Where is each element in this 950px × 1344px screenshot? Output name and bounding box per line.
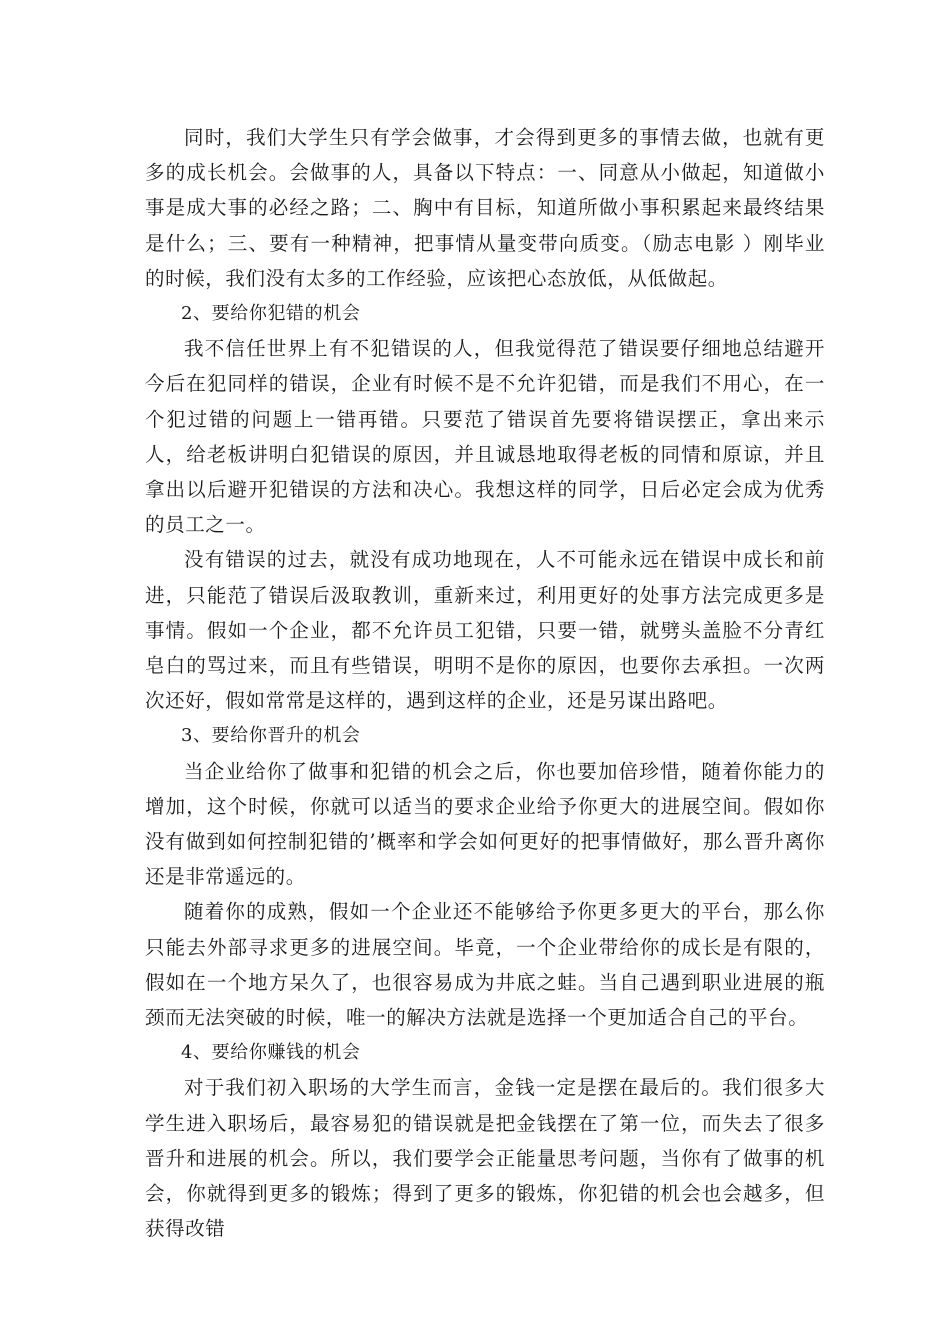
- heading-promotion-opportunity: 3、要给你晋升的机会: [181, 725, 361, 747]
- paragraph-promotion-1: 当企业给你了做事和犯错的机会之后，你也要加倍珍惜，随着你能力的增加，这个时候，你就可以适当的要求企业给予你更大的进展空间。假如你没有做到如何控制犯错的’概率和学会如何更好的把事情做好，那么晋升离你还是非常遥远的。: [145, 759, 825, 889]
- paragraph-mistakes-2: 没有错误的过去，就没有成功地现在，人不可能永远在错误中成长和前进，只能范了错误后汲取教训，重新来过，利用更好的处事方法完成更多是事情。假如一个企业，都不允许员工犯错，只要一错，就劈头盖脸不分青红皂白的骂过来，而且有些错误，明明不是你的原因，也要你去承担。一次两次还好，假如常常是这样的，遇到这样的企业，还是另谋出路吧。: [145, 548, 825, 713]
- paragraph-doing-things: 同时，我们大学生只有学会做事，才会得到更多的事情去做，也就有更多的成长机会。会做事的人，具备以下特点：一、同意从小做起，知道做小事是成大事的必经之路；二、胸中有目标，知道所做小事积累起来最终结果是什么；三、要有一种精神，把事情从量变带向质变。（励志电影 ）刚毕业的时候，我们没有太多的工作经验，应该把心态放低，从低做起。: [145, 126, 825, 290]
- heading-mistake-opportunity: 2、要给你犯错的机会: [181, 303, 361, 325]
- paragraph-money: 对于我们初入职场的大学生而言，金钱一定是摆在最后的。我们很多大学生进入职场后，最容易犯的错误就是把金钱摆在了第一位，而失去了很多晋升和进展的机会。所以，我们要学会正能量思考问题，当你有了做事的机会，你就得到更多的锻炼；得到了更多的锻炼，你犯错的机会也会越多，但获得改错: [145, 1076, 825, 1241]
- heading-money-opportunity: 4、要给你赚钱的机会: [181, 1042, 361, 1064]
- document-body: [145, 120, 825, 1247]
- paragraph-promotion-2: 随着你的成熟，假如一个企业还不能够给予你更多更大的平台，那么你只能去外部寻求更多的进展空间。毕竟，一个企业带给你的成长是有限的，假如在一个地方呆久了，也很容易成为井底之蛙。当自己遇到职业进展的瓶颈而无法突破的时候，唯一的解决方法就是选择一个更加适合自己的平台。: [145, 900, 825, 1030]
- paragraph-mistakes-1: 我不信任世界上有不犯错误的人，但我觉得范了错误要仔细地总结避开今后在犯同样的错误，企业有时候不是不允许犯错，而是我们不用心，在一个犯过错的问题上一错再错。只要范了错误首先要将错误摆正，拿出来示人，给老板讲明白犯错误的原因，并且诚恳地取得老板的同情和原谅，并且拿出以后避开犯错误的方法和决心。我想这样的同学，日后必定会成为优秀的员工之一。: [145, 337, 825, 537]
